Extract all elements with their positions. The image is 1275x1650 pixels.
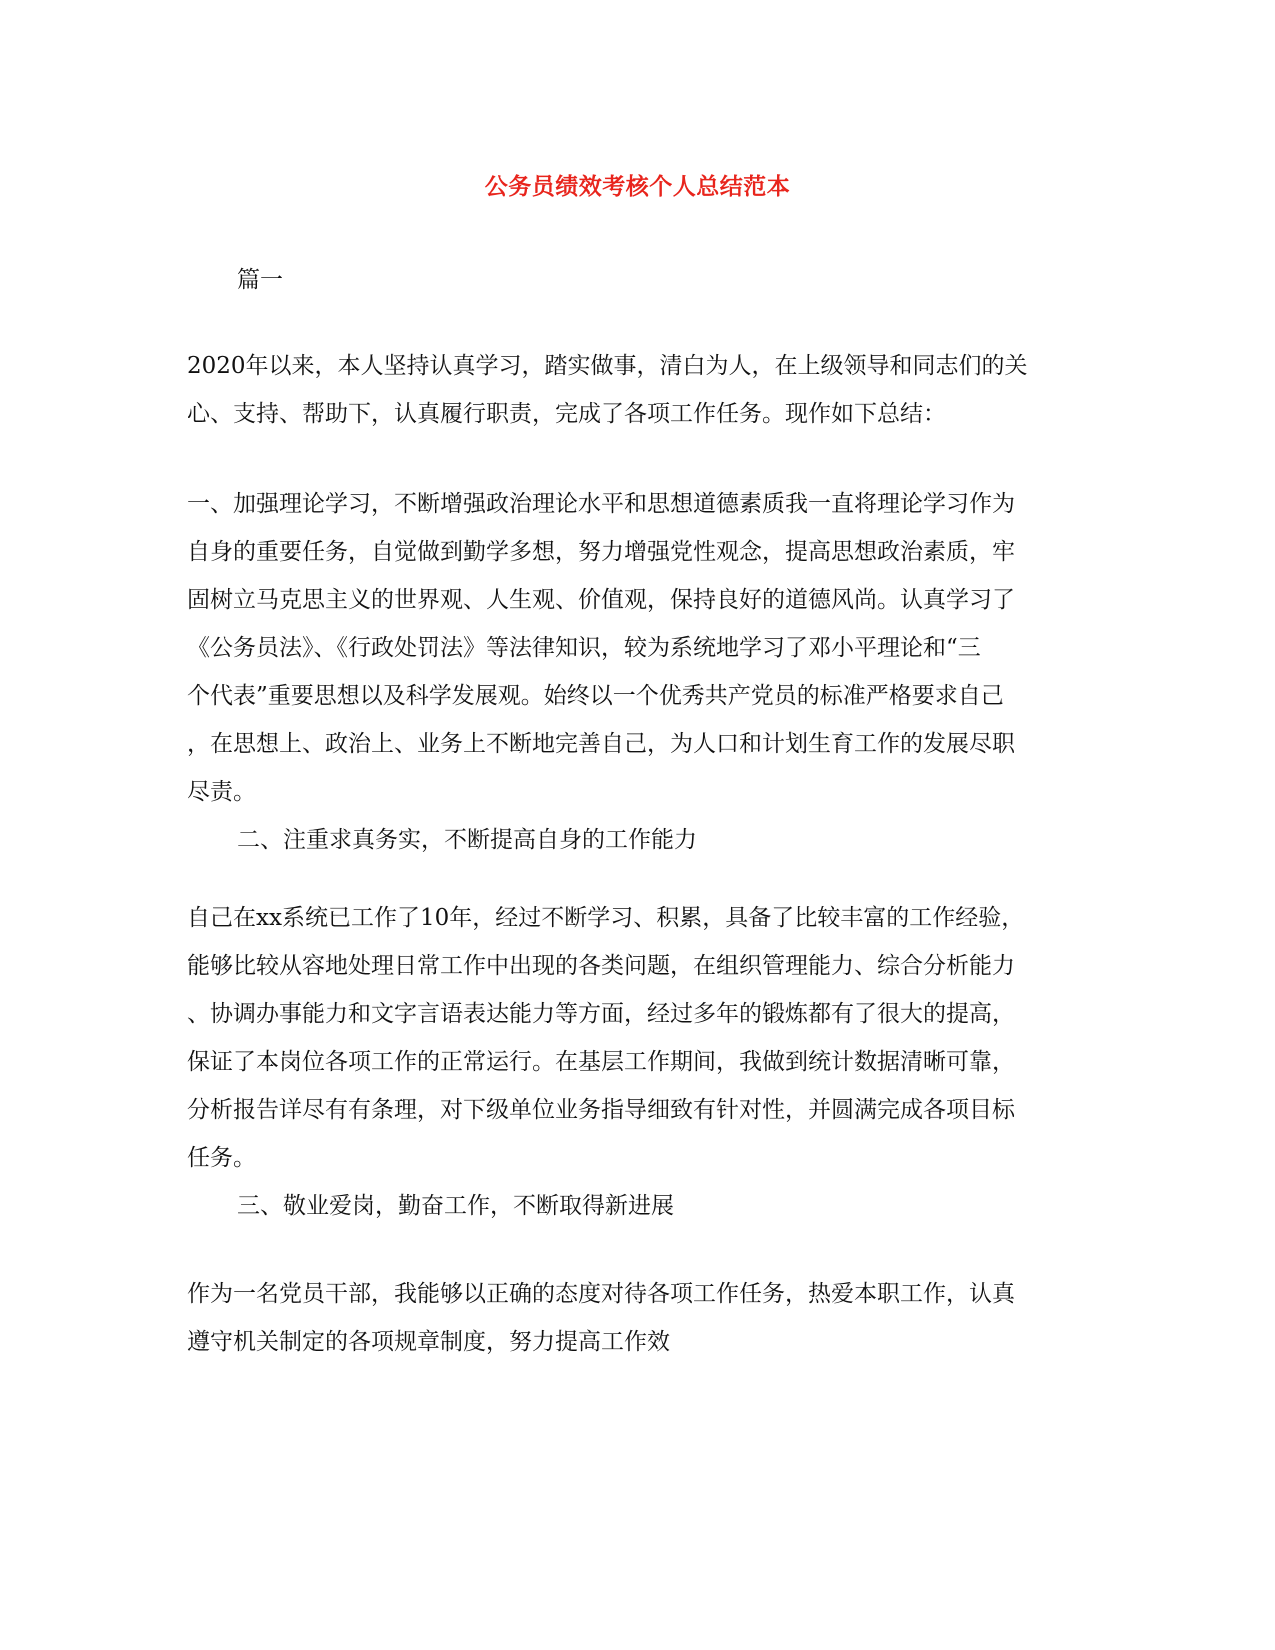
paragraph-line: 作为一名党员干部，我能够以正确的态度对待各项工作任务，热爱本职工作，认真 bbox=[187, 1281, 1015, 1307]
intro-paragraph bbox=[187, 342, 1087, 438]
paragraph-line: 分析报告详尽有有条理，对下级单位业务指导细致有针对性，并圆满完成各项目标 bbox=[187, 1097, 1015, 1123]
paragraph-line: ，在思想上、政治上、业务上不断地完善自己，为人口和计划生育工作的发展尽职 bbox=[187, 731, 1015, 757]
paragraph-line: 自己在xx系统已工作了10年，经过不断学习、积累，具备了比较丰富的工作经验， bbox=[187, 905, 1025, 931]
paragraph-line: 2020年以来，本人坚持认真学习，踏实做事，清白为人，在上级领导和同志们的关 bbox=[187, 353, 1028, 379]
paragraph-line: 尽责。 bbox=[187, 779, 256, 805]
part1-paragraph bbox=[187, 480, 1087, 864]
paragraph-line: 保证了本岗位各项工作的正常运行。在基层工作期间，我做到统计数据清晰可靠， bbox=[187, 1049, 1015, 1075]
paragraph-line: 自身的重要任务，自觉做到勤学多想，努力增强党性观念，提高思想政治素质，牢 bbox=[187, 539, 1015, 565]
paragraph-line: 遵守机关制定的各项规章制度，努力提高工作效 bbox=[187, 1329, 670, 1355]
paragraph-line: 《公务员法》、《行政处罚法》等法律知识，较为系统地学习了邓小平理论和“三 bbox=[187, 635, 981, 661]
document-title: 公务员绩效考核个人总结范本 bbox=[484, 173, 791, 200]
part2-paragraph bbox=[187, 894, 1087, 1230]
paragraph-line: 任务。 bbox=[187, 1145, 256, 1171]
section-label-block bbox=[187, 256, 1087, 304]
paragraph-line: 一、加强理论学习，不断增强政治理论水平和思想道德素质我一直将理论学习作为 bbox=[187, 491, 1015, 517]
paragraph-line: 能够比较从容地处理日常工作中出现的各类问题，在组织管理能力、综合分析能力 bbox=[187, 953, 1015, 979]
paragraph-line: 心、支持、帮助下，认真履行职责，完成了各项工作任务。现作如下总结： bbox=[187, 401, 946, 427]
part3-paragraph bbox=[187, 1270, 1087, 1366]
paragraph-line: 、协调办事能力和文字言语表达能力等方面，经过多年的锻炼都有了很大的提高， bbox=[187, 1001, 1015, 1027]
section-heading-3: 三、敬业爱岗，勤奋工作，不断取得新进展 bbox=[237, 1193, 674, 1219]
section-heading-2: 二、注重求真务实，不断提高自身的工作能力 bbox=[237, 827, 697, 853]
section-label: 篇一 bbox=[237, 267, 283, 293]
paragraph-line: 固树立马克思主义的世界观、人生观、价值观，保持良好的道德风尚。认真学习了 bbox=[187, 587, 1015, 613]
paragraph-line: 个代表”重要思想以及科学发展观。始终以一个优秀共产党员的标准严格要求自己 bbox=[187, 683, 1004, 709]
